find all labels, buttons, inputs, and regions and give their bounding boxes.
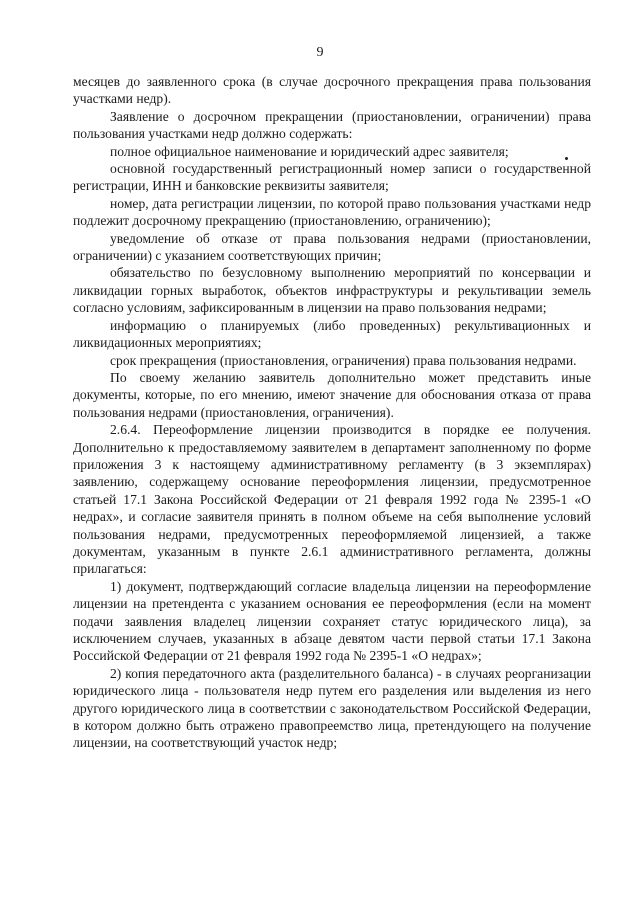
paragraph-continuation: месяцев до заявленного срока (в случае досрочного прекращения права пользования участками недр). bbox=[73, 74, 591, 107]
list-item-license-number: номер, дата регистрации лицензии, по которой право пользования участками недр подлежит досрочному прекращению (приостановлению, ограничению); bbox=[73, 195, 591, 229]
list-item-recultivation-info: информацию о планируемых (либо проведенных) рекультивационных и ликвидационных мероприятиях; bbox=[73, 317, 591, 351]
list-item-2-transfer-act: 2) копия передаточного акта (разделительного баланса) - в случаях реорганизации юридического лица - пользователя недр путем его разделения или выделения из него другого юридического лица в соответствии с законодательством Российской Федерации, в котором должно быть отражено правопреемство лица, претендующего на получение лицензии, на соответствующий участок недр; bbox=[73, 665, 591, 751]
paragraph-additional-documents: По своему желанию заявитель дополнительно может представить иные документы, которые, по его мнению, имеют значение для обоснования отказа от права пользования недрами (приостановления, ограничения). bbox=[73, 369, 591, 420]
list-item-refusal-notice: уведомление об отказе от права пользования недрами (приостановлении, ограничении) с указанием соответствующих причин; bbox=[73, 230, 591, 264]
document-body bbox=[73, 73, 591, 752]
paragraph-application-contents: Заявление о досрочном прекращении (приостановлении, ограничении) права пользования участками недр должно содержать: bbox=[73, 108, 591, 142]
list-item-termination-term: срок прекращения (приостановления, ограничения) права пользования недрами. bbox=[110, 352, 577, 368]
page-number: 9 bbox=[316, 45, 324, 60]
paragraph-section-2-6-4: 2.6.4. Переоформление лицензии производится в порядке ее получения. Дополнительно к предоставляемому заявителем в департамент заполненному по форме приложения 3 к настоящему административному регламенту (в 3 экземплярах) заявлению, содержащему основание переоформления лицензии, предусмотренное статьей 17.1 Закона Российской Федерации от 21 февраля 1992 года № 2395-1 «О недрах», и согласие заявителя принять в полном объеме на себя выполнение условий пользования недрами, предусмотренных переоформляемой лицензией, а также документам, указанным в пункте 2.6.1 административного регламента, должны прилагаться: bbox=[73, 422, 591, 577]
list-item-1-consent-document: 1) документ, подтверждающий согласие владельца лицензии на переоформление лицензии на претендента с указанием основания ее переоформления (если на момент подачи заявления владелец лицензии сохраняет статус юридического лица), за исключением случаев, указанных в абзаце девятом части первой статьи 17.1 Закона Российской Федерации от 21 февраля 1992 года № 2395-1 «О недрах»; bbox=[73, 578, 591, 664]
list-item-ogrn-inn: основной государственный регистрационный номер записи о государственной регистрации, ИНН и банковские реквизиты заявителя; bbox=[73, 161, 591, 194]
list-item-name-address: полное официальное наименование и юридический адрес заявителя; bbox=[110, 143, 509, 159]
list-item-obligation: обязательство по безусловному выполнению мероприятий по консервации и ликвидации горных выработок, объектов инфраструктуры и рекультивации земель согласно условиям, зафиксированным в лицензии на право пользования недрами; bbox=[73, 265, 591, 316]
